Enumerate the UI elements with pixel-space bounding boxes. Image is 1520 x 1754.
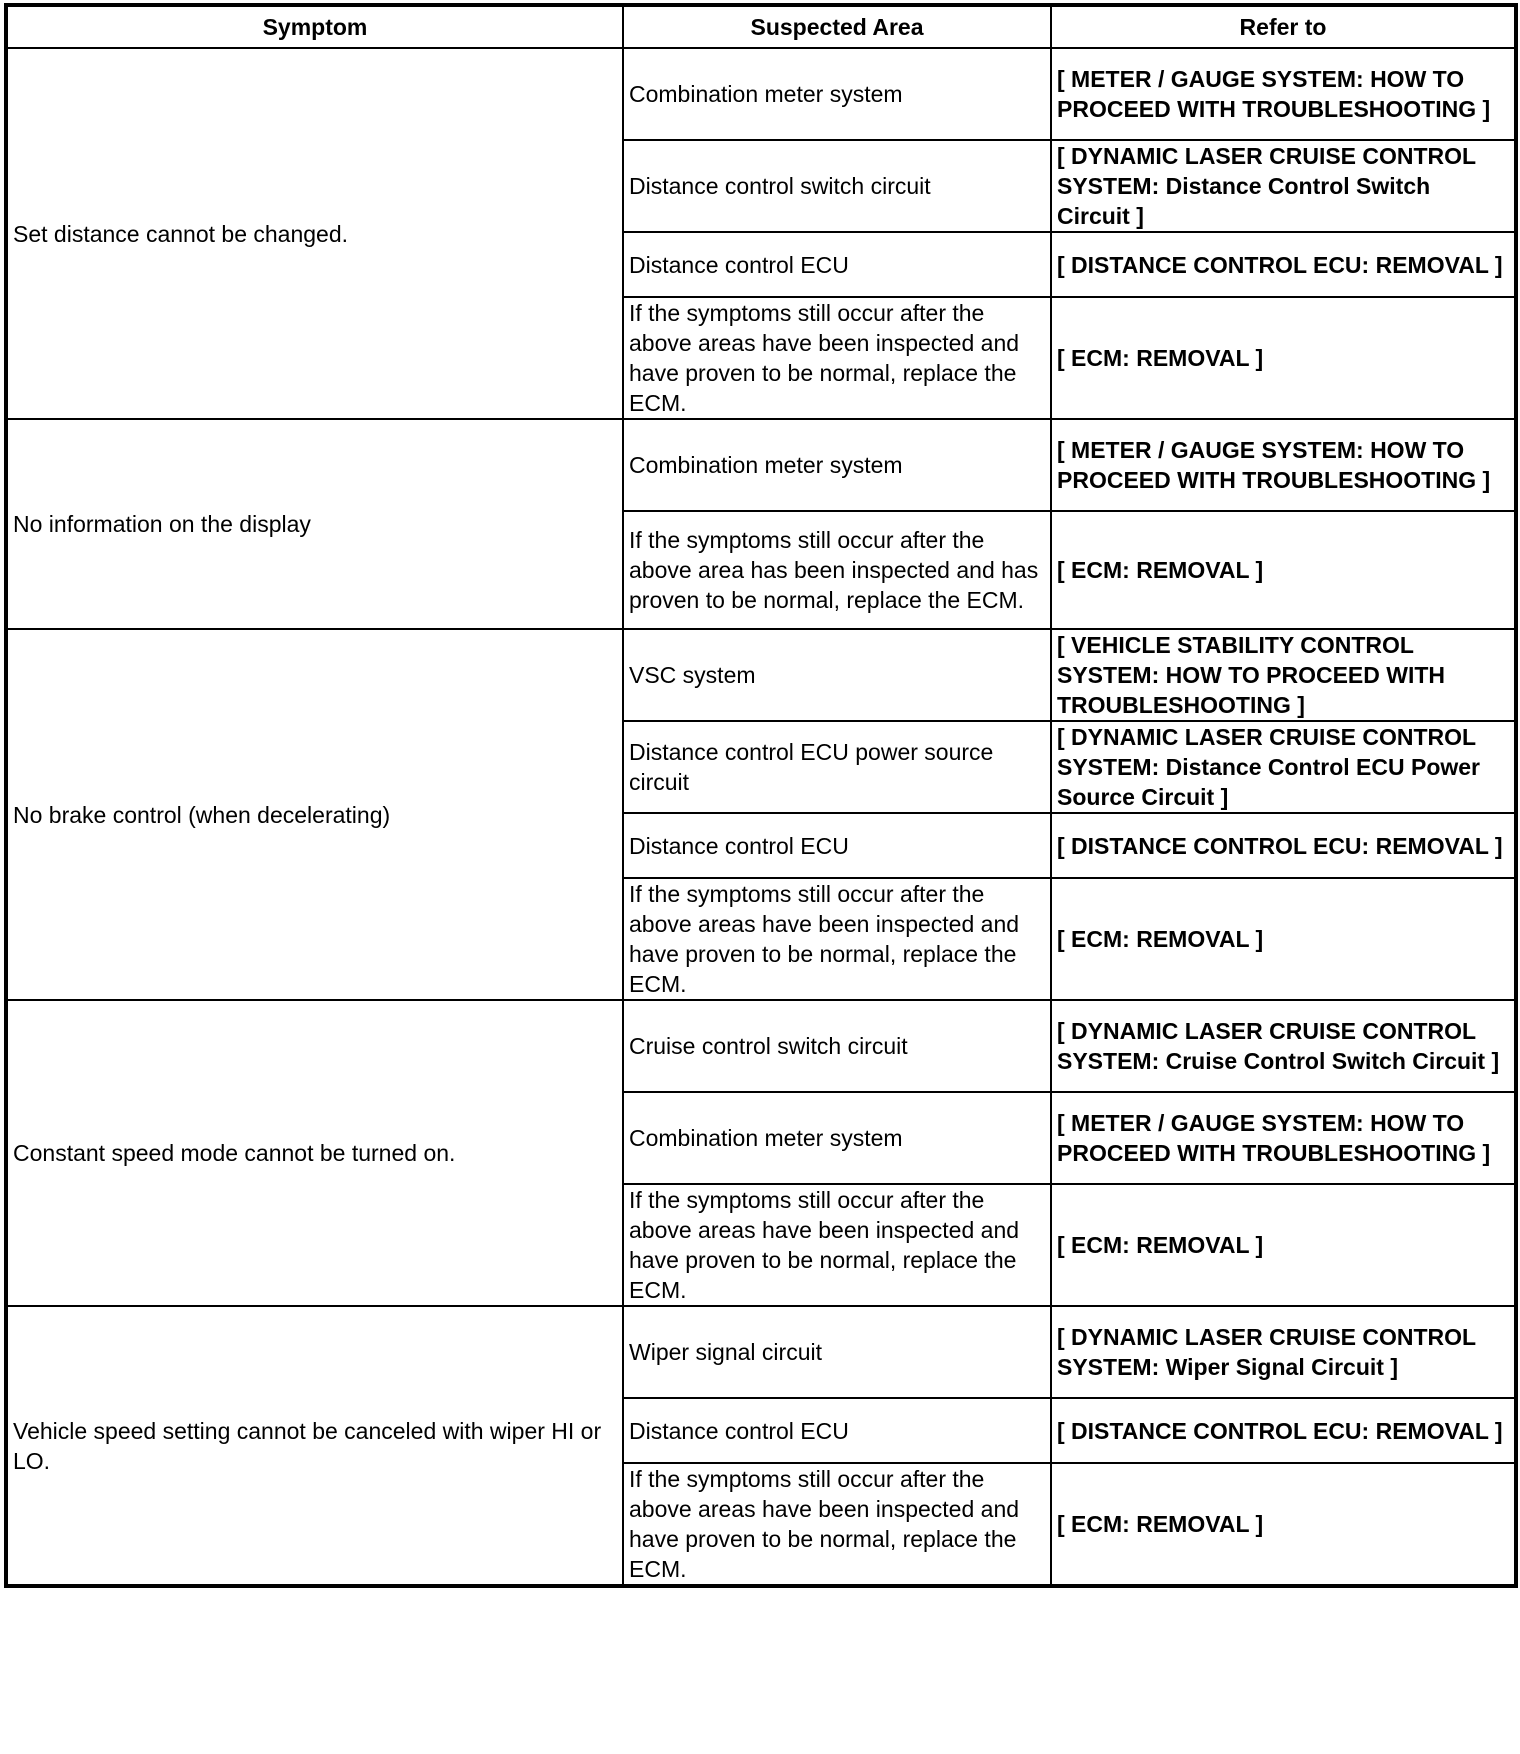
refer-to-cell: [ DISTANCE CONTROL ECU: REMOVAL ] xyxy=(1051,1398,1515,1463)
refer-to-cell: [ DYNAMIC LASER CRUISE CONTROL SYSTEM: Wiper Signal Circuit ] xyxy=(1051,1306,1515,1398)
suspected-area-cell: Distance control ECU xyxy=(623,813,1051,878)
refer-to-cell: [ ECM: REMOVAL ] xyxy=(1051,297,1515,419)
suspected-area-cell: If the symptoms still occur after the above area has been inspected and has proven to be normal, replace the ECM. xyxy=(623,511,1051,629)
suspected-area-cell: Wiper signal circuit xyxy=(623,1306,1051,1398)
refer-to-cell: [ DYNAMIC LASER CRUISE CONTROL SYSTEM: Distance Control ECU Power Source Circuit ] xyxy=(1051,721,1515,813)
troubleshooting-table xyxy=(6,5,1516,1586)
symptom-cell: Set distance cannot be changed. xyxy=(7,48,623,419)
table-row xyxy=(7,48,1515,140)
refer-to-cell: [ VEHICLE STABILITY CONTROL SYSTEM: HOW TO PROCEED WITH TROUBLESHOOTING ] xyxy=(1051,629,1515,721)
suspected-area-cell: If the symptoms still occur after the above areas have been inspected and have proven to be normal, replace the ECM. xyxy=(623,1463,1051,1585)
table-row xyxy=(7,1000,1515,1092)
refer-to-cell: [ METER / GAUGE SYSTEM: HOW TO PROCEED WITH TROUBLESHOOTING ] xyxy=(1051,419,1515,511)
refer-to-cell: [ ECM: REMOVAL ] xyxy=(1051,1184,1515,1306)
refer-to-cell: [ ECM: REMOVAL ] xyxy=(1051,878,1515,1000)
suspected-area-cell: Distance control switch circuit xyxy=(623,140,1051,232)
suspected-area-cell: Distance control ECU xyxy=(623,1398,1051,1463)
refer-to-cell: [ METER / GAUGE SYSTEM: HOW TO PROCEED WITH TROUBLESHOOTING ] xyxy=(1051,48,1515,140)
suspected-area-cell: Combination meter system xyxy=(623,419,1051,511)
refer-to-cell: [ DYNAMIC LASER CRUISE CONTROL SYSTEM: Cruise Control Switch Circuit ] xyxy=(1051,1000,1515,1092)
suspected-area-cell: VSC system xyxy=(623,629,1051,721)
symptom-cell: Vehicle speed setting cannot be canceled with wiper HI or LO. xyxy=(7,1306,623,1585)
header-row xyxy=(7,6,1515,48)
suspected-area-cell: Distance control ECU power source circuit xyxy=(623,721,1051,813)
refer-to-cell: [ DYNAMIC LASER CRUISE CONTROL SYSTEM: Distance Control Switch Circuit ] xyxy=(1051,140,1515,232)
suspected-area-cell: If the symptoms still occur after the above areas have been inspected and have proven to be normal, replace the ECM. xyxy=(623,1184,1051,1306)
suspected-area-cell: If the symptoms still occur after the above areas have been inspected and have proven to be normal, replace the ECM. xyxy=(623,297,1051,419)
suspected-area-cell: Distance control ECU xyxy=(623,232,1051,297)
suspected-area-cell: Cruise control switch circuit xyxy=(623,1000,1051,1092)
table-row xyxy=(7,1306,1515,1398)
suspected-area-cell: Combination meter system xyxy=(623,1092,1051,1184)
refer-to-cell: [ DISTANCE CONTROL ECU: REMOVAL ] xyxy=(1051,232,1515,297)
header-refer-to: Refer to xyxy=(1051,6,1515,48)
table-row xyxy=(7,629,1515,721)
refer-to-cell: [ DISTANCE CONTROL ECU: REMOVAL ] xyxy=(1051,813,1515,878)
refer-to-cell: [ ECM: REMOVAL ] xyxy=(1051,1463,1515,1585)
suspected-area-cell: Combination meter system xyxy=(623,48,1051,140)
header-symptom: Symptom xyxy=(7,6,623,48)
refer-to-cell: [ METER / GAUGE SYSTEM: HOW TO PROCEED WITH TROUBLESHOOTING ] xyxy=(1051,1092,1515,1184)
suspected-area-cell: If the symptoms still occur after the above areas have been inspected and have proven to be normal, replace the ECM. xyxy=(623,878,1051,1000)
symptom-cell: No information on the display xyxy=(7,419,623,629)
symptom-cell: No brake control (when decelerating) xyxy=(7,629,623,1000)
refer-to-cell: [ ECM: REMOVAL ] xyxy=(1051,511,1515,629)
symptom-cell: Constant speed mode cannot be turned on. xyxy=(7,1000,623,1306)
header-suspected-area: Suspected Area xyxy=(623,6,1051,48)
table-row xyxy=(7,419,1515,511)
